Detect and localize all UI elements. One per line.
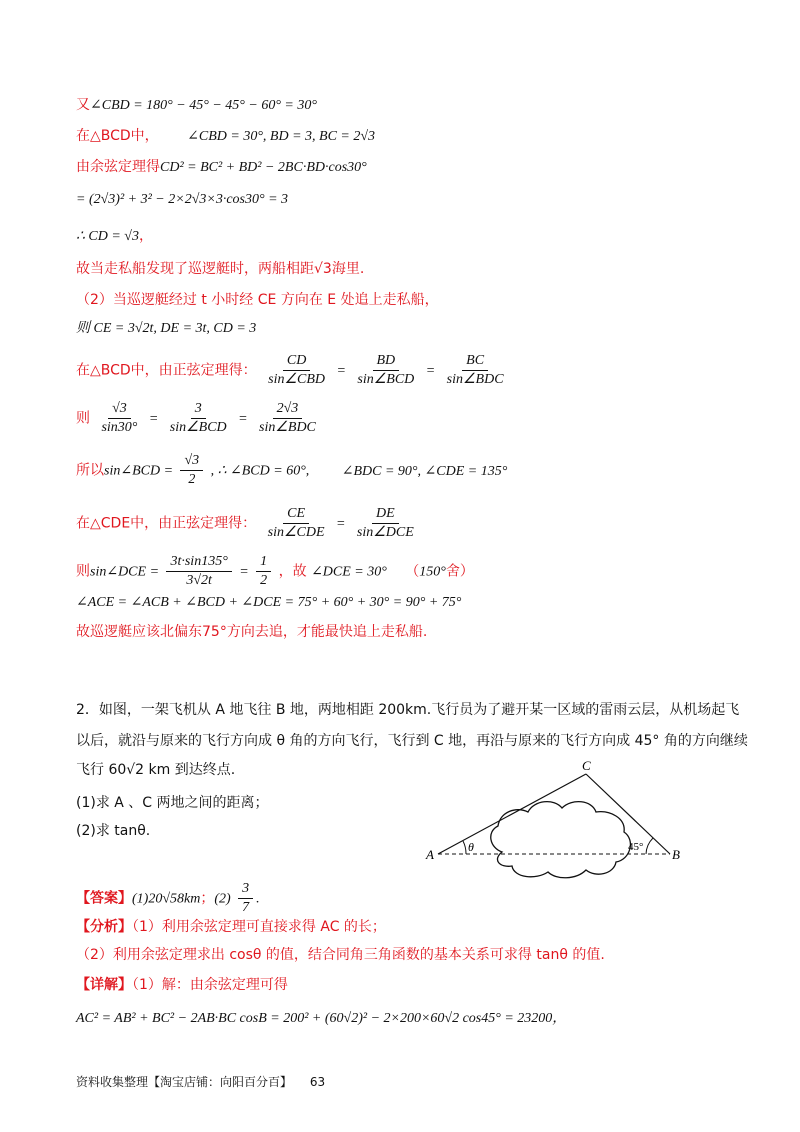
problem2-question-2: (2)求 tanθ. — [76, 823, 151, 839]
solution-line-2: 在△BCD中， ∠CBD = 30°, BD = 3, BC = 2√3 — [76, 128, 376, 144]
solution-line-3: 由余弦定理得CD² = BC² + BD² − 2BC·BD·cos30° — [76, 159, 367, 175]
detail-line-1: 【详解】（1）解：由余弦定理可得 — [76, 977, 288, 993]
problem2-question-1: (1)求 A 、C 两地之间的距离； — [76, 795, 269, 811]
cloud-shape — [491, 802, 631, 878]
problem2-line-2: 以后，就沿与原来的飞行方向成 θ 角的方向飞行，飞行到 C 地，再沿与原来的飞行方向成 45° 角的方向继续 — [76, 733, 748, 749]
solution-line-5: ∴ CD = √3， — [76, 228, 153, 244]
label-theta: θ — [468, 840, 474, 854]
detail-line-2: AC² = AB² + BC² − 2AB·BC cosB = 200² + (60√2)² − 2×200×60√2 cos45° = 23200， — [76, 1011, 567, 1026]
solution-line-7: （2）当巡逻艇经过 t 小时经 CE 方向在 E 处追上走私船， — [76, 292, 439, 308]
problem2-line-1: 2．如图，一架飞机从 A 地飞往 B 地，两地相距 200km.飞行员为了避开某一区域的雷雨云层，从机场起飞 — [76, 702, 740, 718]
page-number: 63 — [309, 1075, 326, 1089]
solution-line-14: ∠ACE = ∠ACB + ∠BCD + ∠DCE = 75° + 60° + 30° = 90° + 75° — [76, 595, 462, 610]
solution-line-8: 则 CE = 3√2t, DE = 3t, CD = 3 — [76, 321, 257, 336]
analysis-line-1: 【分析】（1）利用余弦定理可直接求得 AC 的长； — [76, 919, 386, 935]
label-a: A — [426, 847, 434, 862]
solution-line-6: 故当走私船发现了巡逻艇时，两船相距√3海里. — [76, 261, 365, 277]
answer-line: 【答案】(1)20√58km；(2) $\frac{3}{7}$ . — [76, 881, 260, 915]
solution-line-9: 在△BCD中，由正弦定理得： $\frac{CD}{\text{sin∠CBD}}$ = $\frac{BD}{\text{sin∠BCD}}$ = $\frac{BC}{\text{sin∠BDC}}$ — [76, 353, 504, 387]
label-b: B — [672, 847, 680, 862]
footer-text: 资料收集整理【淘宝店铺：向阳百分百】 — [76, 1075, 293, 1089]
solution-line-10: 则 $\frac{√3}{\sin 30^\circ}$ = $\frac{3}{\text{sin∠BCD}}$ = $\frac{2√3}{\text{sin∠BDC}}$ — [76, 401, 316, 435]
solution-line-12: 在△CDE中，由正弦定理得： $\frac{CE}{\text{sin∠CDE}}$ = $\frac{DE}{\text{sin∠DCE}}$ — [76, 506, 414, 540]
triangle-figure — [420, 760, 690, 890]
angle45-arc — [646, 838, 653, 854]
solution-line-1: 又∠CBD = 180° − 45° − 45° − 60° = 30° — [76, 97, 317, 113]
page-footer — [76, 1073, 325, 1090]
solution-line-15: 故巡逻艇应该北偏东75°方向去追，才能最快追上走私船. — [76, 624, 428, 640]
theta-arc — [463, 841, 466, 854]
label-c: C — [582, 760, 591, 773]
problem2-line-3: 飞行 60√2 km 到达终点. — [76, 762, 236, 778]
solution-line-4: = (2√3)² + 3² − 2×2√3×3·cos30° = 3 — [76, 192, 289, 207]
analysis-line-2: （2）利用余弦定理求出 cosθ 的值，结合同角三角函数的基本关系可求得 tanθ 的值. — [76, 947, 605, 963]
label-45: 45° — [628, 841, 644, 853]
solution-line-13: 则sin∠DCE = $\frac{3t\cdot\sin 135^\circ}{3√2t}$ = $\frac{1}{2}$ ，故 ∠DCE = 30° （150°舍） — [76, 554, 474, 588]
solution-line-11: 所以sin∠BCD = $\frac{√3}{2}$ , ∴ ∠BCD = 60°, ∠BDC = 90°, ∠CDE = 135° — [76, 453, 508, 487]
